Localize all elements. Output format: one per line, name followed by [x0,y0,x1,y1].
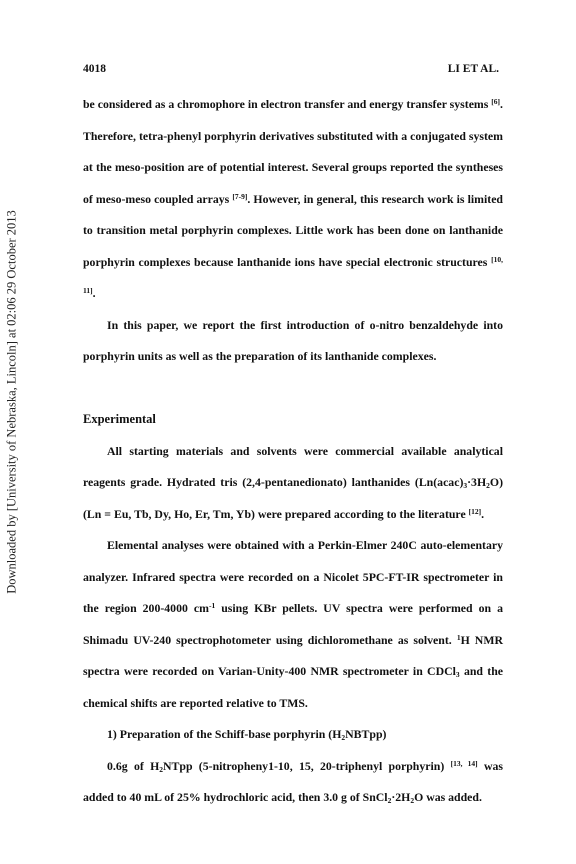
section-spacer [83,373,503,405]
experimental-paragraph-instruments: Elemental analyses were obtained with a Perkin-Elmer 240C auto-elementary analyzer. Infrared spectra were recorded on a Nicolet 5PC-FT-IR spectrometer in the region 200-4000 $cm^{-1}$ using KBr pellets. UV spectra were performed on a Shimadu UV-240 spectrophotometer using dichloromethane as solvent. $^1$H NMR spectra were recorded on Varian-Unity-400 NMR spectrometer in CDCl$_3$ and the chemical shifts are reported relative to TMS. [83,538,503,710]
running-head: LI ET AL. [447,63,499,75]
subsection-heading-preparation: 1) Preparation of the Schiff-base porphyrin $(H_2NBTpp)$ [107,727,387,742]
citation[interactable]: [13, 14] [450,758,478,768]
citation[interactable]: [10, 11] [83,254,503,295]
article-body [83,89,503,814]
experimental-paragraph-materials: All starting materials and solvents were commercial available analytical reagents grade. Hydrated tris (2,4-pentanedionato) lanthanides $(Ln(acac)_3\cdot 3H_2O) (Ln = Eu$, Tb, Dy, Ho, Er, Tm, Yb) were prepared according to the literature [12]. [83,443,503,521]
download-watermark [2,162,22,642]
page-header [83,63,499,75]
citation[interactable]: [12] [468,506,482,516]
page-number: 4018 [83,63,106,75]
section-heading-experimental: Experimental [83,412,156,426]
intro-paragraph-continued: be considered as a chromophore in electron transfer and energy transfer systems [6]. Therefore, tetra-phenyl porphyrin derivatives substituted with a conjugated system at the meso-position are of potential interest. Several groups reported the syntheses of meso-meso coupled arrays [7-9]. However, in general, this research work is limited to transition metal porphyrin complexes. Little work has been done on lanthanide porphyrin complexes because lanthanide ions have special electronic structures [10, 11]. [83,97,503,300]
experimental-paragraph-procedure: 0.6g of $H_2NTpp$ (5-nitropheny1-10, 15, 20-triphenyl porphyrin) [13, 14] was added to 40 mL of 25% hydrochloric acid, then 3.0 g of $SnCl_2\cdot 2H_2O$ was added. [83,758,503,805]
intro-paragraph-final: In this paper, we report the first introduction of o-nitro benzaldehyde into porphyrin units as well as the preparation of its lanthanide complexes. [83,317,503,363]
citation[interactable]: [6] [491,97,501,106]
citation[interactable]: [7-9] [232,191,248,201]
download-watermark-text: Downloaded by [University of Nebraska, Lincoln] at 02:06 29 October 2013 [4,210,19,594]
